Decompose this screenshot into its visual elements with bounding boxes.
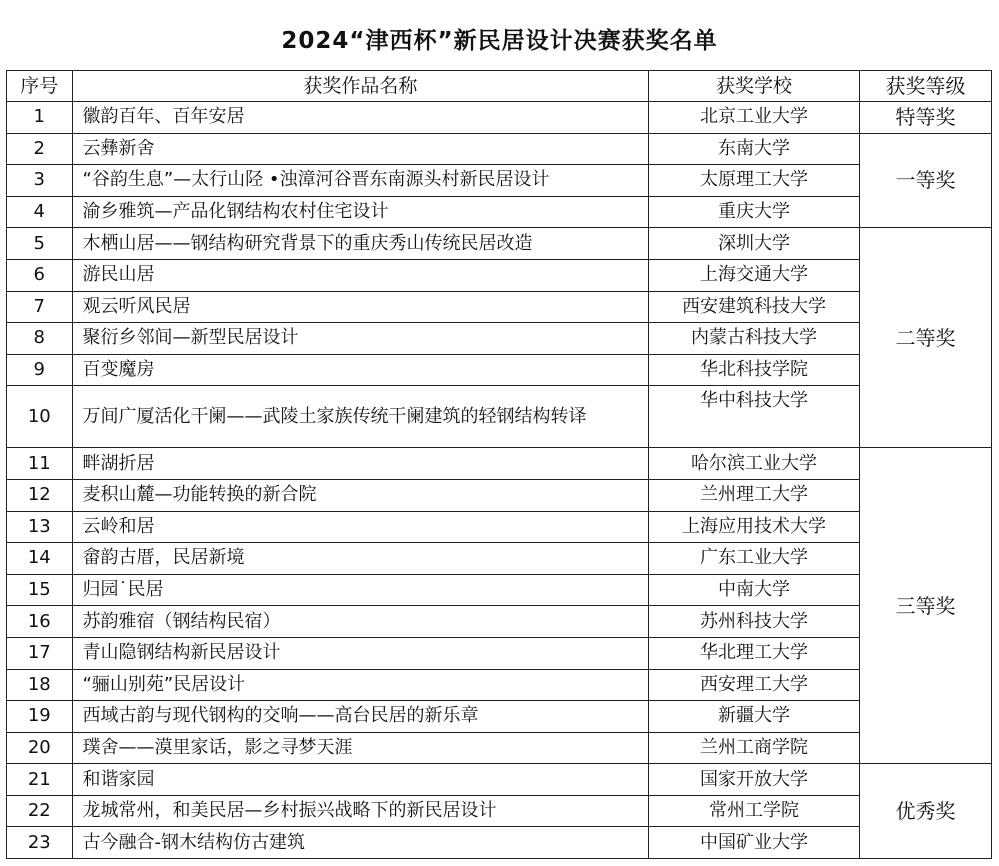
row-number: 13: [7, 511, 73, 543]
work-name: 归园˙民居: [72, 574, 649, 606]
work-name: 璞舍——漠里家话，影之寻梦天涯: [72, 732, 649, 764]
table-row: [7, 323, 992, 355]
table-row: [7, 637, 992, 669]
header-award-level: 获奖等级: [859, 71, 991, 102]
work-name: 云彝新舍: [72, 133, 649, 165]
awards-table: [6, 70, 992, 859]
table-row: [7, 764, 992, 796]
school-name: 上海应用技术大学: [649, 511, 860, 543]
row-number: 19: [7, 701, 73, 733]
school-name: 新疆大学: [649, 701, 860, 733]
work-name: 畲韵古厝，民居新境: [72, 543, 649, 575]
work-name: 渝乡雅筑—产品化钢结构农村住宅设计: [72, 196, 649, 228]
work-name: 云岭和居: [72, 511, 649, 543]
school-name: 广东工业大学: [649, 543, 860, 575]
school-name: 华北理工大学: [649, 637, 860, 669]
table-row: [7, 701, 992, 733]
header-school: 获奖学校: [649, 71, 860, 102]
row-number: 10: [7, 386, 73, 448]
school-name: 东南大学: [649, 133, 860, 165]
school-name: 内蒙古科技大学: [649, 323, 860, 355]
work-name: 万间广厦活化干阑——武陵土家族传统干阑建筑的轻钢结构转译: [72, 386, 649, 448]
row-number: 12: [7, 479, 73, 511]
work-name: 和谐家园: [72, 764, 649, 796]
table-row: [7, 606, 992, 638]
row-number: 21: [7, 764, 73, 796]
work-name: 龙城常州，和美民居—乡村振兴战略下的新民居设计: [72, 795, 649, 827]
award-level: 特等奖: [859, 102, 991, 134]
work-name: 青山隐钢结构新民居设计: [72, 637, 649, 669]
school-name: 西安理工大学: [649, 669, 860, 701]
table-row: [7, 448, 992, 480]
row-number: 7: [7, 291, 73, 323]
school-name: 太原理工大学: [649, 165, 860, 197]
table-row: [7, 511, 992, 543]
table-header-row: [7, 71, 992, 102]
work-name: 西域古韵与现代钢构的交响——高台民居的新乐章: [72, 701, 649, 733]
row-number: 17: [7, 637, 73, 669]
work-name: 麦积山麓—功能转换的新合院: [72, 479, 649, 511]
school-name: 国家开放大学: [649, 764, 860, 796]
school-name: 北京工业大学: [649, 102, 860, 134]
work-name: “骊山别苑”民居设计: [72, 669, 649, 701]
header-number: 序号: [7, 71, 73, 102]
table-row: [7, 479, 992, 511]
row-number: 9: [7, 354, 73, 386]
school-name: 西安建筑科技大学: [649, 291, 860, 323]
table-row: [7, 386, 992, 448]
work-name: 古今融合-钢木结构仿古建筑: [72, 827, 649, 859]
work-name: 观云听风民居: [72, 291, 649, 323]
row-number: 6: [7, 259, 73, 291]
table-row: [7, 354, 992, 386]
row-number: 8: [7, 323, 73, 355]
work-name: 畔湖折居: [72, 448, 649, 480]
table-row: [7, 133, 992, 165]
work-name: 苏韵雅宿（钢结构民宿）: [72, 606, 649, 638]
row-number: 5: [7, 228, 73, 260]
work-name: “谷韵生息”—太行山陉 •浊漳河谷晋东南源头村新民居设计: [72, 165, 649, 197]
school-name: 华中科技大学: [649, 386, 860, 448]
row-number: 18: [7, 669, 73, 701]
award-level: 优秀奖: [859, 764, 991, 859]
school-name: 中南大学: [649, 574, 860, 606]
table-row: [7, 732, 992, 764]
table-row: [7, 228, 992, 260]
page-title: 2024“津西杯”新民居设计决赛获奖名单: [281, 28, 718, 54]
row-number: 1: [7, 102, 73, 134]
school-name: 重庆大学: [649, 196, 860, 228]
table-row: [7, 291, 992, 323]
row-number: 14: [7, 543, 73, 575]
school-name: 中国矿业大学: [649, 827, 860, 859]
school-name: 苏州科技大学: [649, 606, 860, 638]
row-number: 15: [7, 574, 73, 606]
row-number: 4: [7, 196, 73, 228]
work-name: 百变魔房: [72, 354, 649, 386]
school-name: 兰州理工大学: [649, 479, 860, 511]
row-number: 11: [7, 448, 73, 480]
row-number: 23: [7, 827, 73, 859]
table-body: [7, 102, 992, 859]
table-row: [7, 102, 992, 134]
award-level: 二等奖: [859, 228, 991, 448]
row-number: 3: [7, 165, 73, 197]
work-name: 木栖山居——钢结构研究背景下的重庆秀山传统民居改造: [72, 228, 649, 260]
work-name: 游民山居: [72, 259, 649, 291]
table-row: [7, 165, 992, 197]
work-name: 聚衍乡邻间—新型民居设计: [72, 323, 649, 355]
table-row: [7, 259, 992, 291]
table-row: [7, 196, 992, 228]
school-name: 深圳大学: [649, 228, 860, 260]
row-number: 16: [7, 606, 73, 638]
row-number: 22: [7, 795, 73, 827]
table-row: [7, 669, 992, 701]
table-row: [7, 543, 992, 575]
table-row: [7, 574, 992, 606]
header-work-name: 获奖作品名称: [72, 71, 649, 102]
award-level: 一等奖: [859, 133, 991, 228]
work-name: 徽韵百年、百年安居: [72, 102, 649, 134]
school-name: 兰州工商学院: [649, 732, 860, 764]
school-name: 上海交通大学: [649, 259, 860, 291]
school-name: 常州工学院: [649, 795, 860, 827]
award-level: 三等奖: [859, 448, 991, 764]
row-number: 2: [7, 133, 73, 165]
school-name: 哈尔滨工业大学: [649, 448, 860, 480]
table-row: [7, 827, 992, 859]
table-row: [7, 795, 992, 827]
school-name: 华北科技学院: [649, 354, 860, 386]
row-number: 20: [7, 732, 73, 764]
